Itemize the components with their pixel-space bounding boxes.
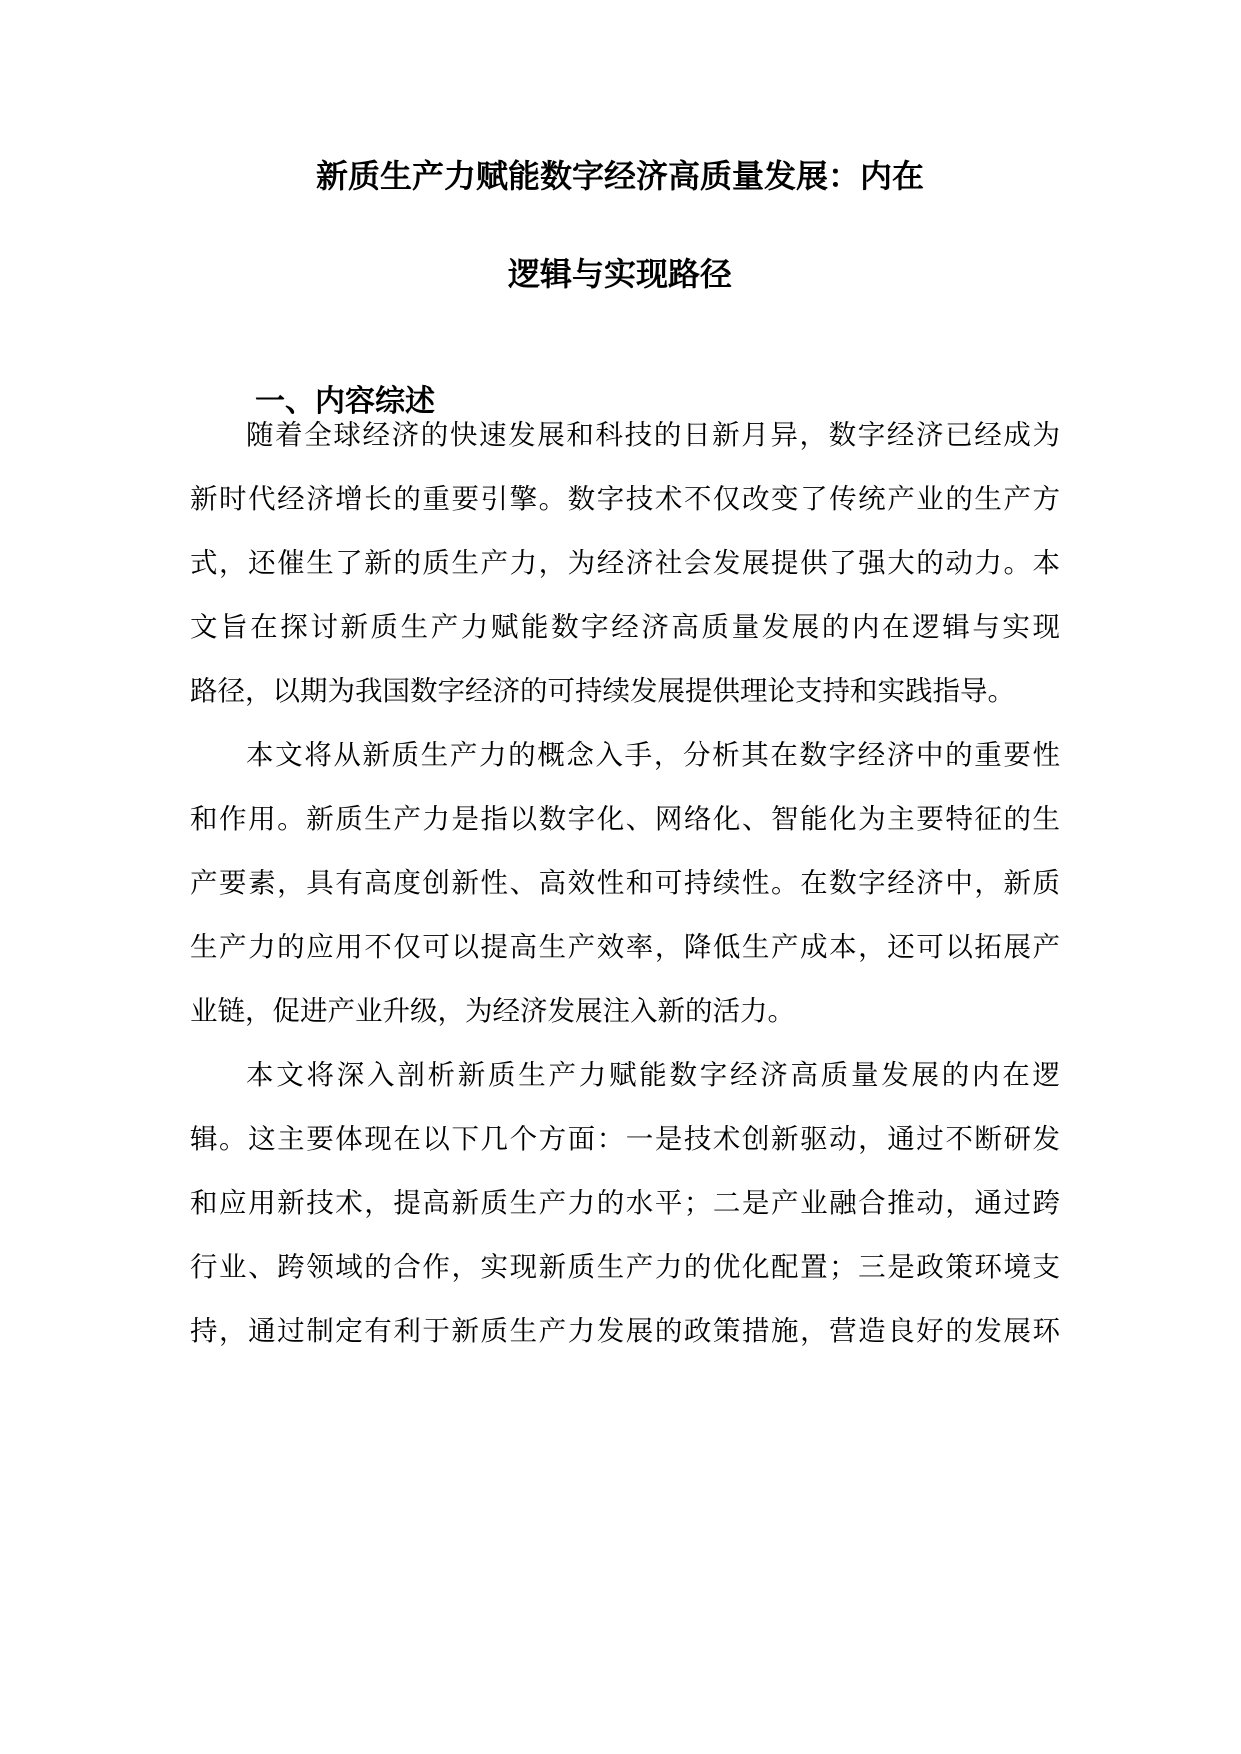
paragraph-line: 随着全球经济的快速发展和科技的日新月异，数字经济已经成为 [246,419,1060,451]
paragraph-line: 生产力的应用不仅可以提高生产效率，降低生产成本，还可以拓展产 [190,931,1060,963]
paragraph-line: 路径，以期为我国数字经济的可持续发展提供理论支持和实践指导。 [190,675,1015,707]
document-title-line-1: 新质生产力赋能数字经济高质量发展：内在 [315,157,924,195]
paragraph-line: 式，还催生了新的质生产力，为经济社会发展提供了强大的动力。本 [190,547,1060,579]
paragraph-line: 业链，促进产业升级，为经济发展注入新的活力。 [190,995,795,1027]
paragraph-line: 产要素，具有高度创新性、高效性和可持续性。在数字经济中，新质 [190,867,1060,899]
paragraph-line: 新时代经济增长的重要引擎。数字技术不仅改变了传统产业的生产方 [190,483,1060,515]
paragraph-line: 和作用。新质生产力是指以数字化、网络化、智能化为主要特征的生 [190,803,1060,835]
paragraph-line: 本文将深入剖析新质生产力赋能数字经济高质量发展的内在逻 [246,1059,1060,1091]
paragraph-line: 文旨在探讨新质生产力赋能数字经济高质量发展的内在逻辑与实现 [190,611,1060,643]
paragraph-line: 和应用新技术，提高新质生产力的水平；二是产业融合推动，通过跨 [190,1187,1060,1219]
document-title-line-2: 逻辑与实现路径 [507,255,732,293]
paragraph-line: 辑。这主要体现在以下几个方面：一是技术创新驱动，通过不断研发 [190,1123,1060,1155]
section-heading: 一、内容综述 [255,384,435,419]
paragraph-line: 本文将从新质生产力的概念入手，分析其在数字经济中的重要性 [246,739,1060,771]
paragraph-line: 持，通过制定有利于新质生产力发展的政策措施，营造良好的发展环 [190,1315,1060,1347]
paragraph-line: 行业、跨领域的合作，实现新质生产力的优化配置；三是政策环境支 [190,1251,1060,1283]
